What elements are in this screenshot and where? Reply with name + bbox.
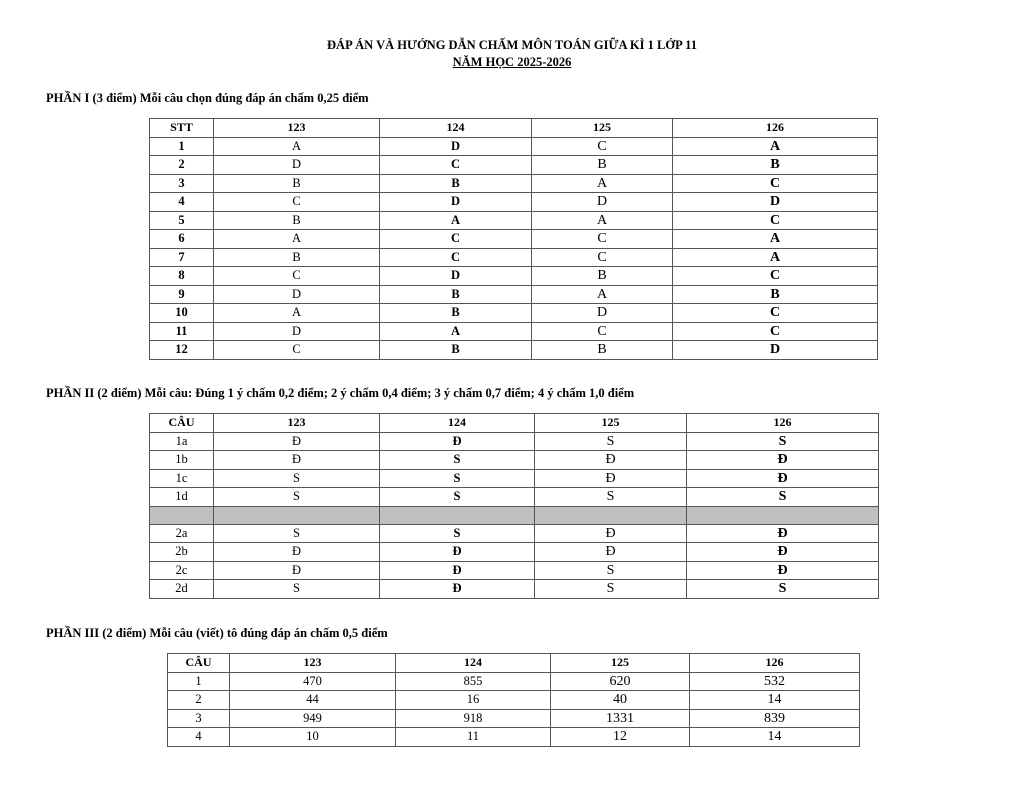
table-cell: 6: [150, 230, 214, 249]
table-cell: S: [214, 580, 380, 599]
table-cell: B: [532, 267, 673, 286]
table-row: [168, 709, 860, 728]
table-cell: B: [532, 156, 673, 175]
column-header: 123: [230, 654, 396, 673]
table-cell: B: [532, 341, 673, 360]
group-separator-row: [150, 506, 879, 524]
table-cell: 3: [150, 174, 214, 193]
document-title: ĐÁP ÁN VÀ HƯỚNG DẪN CHẤM MÔN TOÁN GIỮA KÌ 1 LỚP 11: [327, 38, 697, 52]
part1-heading: PHẦN I (3 điểm) Mỗi câu chọn đúng đáp án chấm 0,25 điểm: [46, 91, 369, 105]
column-header: 125: [532, 119, 673, 138]
table-cell: 14: [690, 728, 860, 747]
table-cell: 949: [230, 709, 396, 728]
table-cell: C: [532, 230, 673, 249]
column-header: 124: [380, 414, 535, 433]
separator-cell: [214, 506, 380, 524]
table-cell: D: [214, 322, 380, 341]
column-header: 124: [396, 654, 551, 673]
table-cell: C: [214, 193, 380, 212]
table-cell: A: [532, 211, 673, 230]
table-cell: 11: [396, 728, 551, 747]
table-row: [168, 691, 860, 710]
part1-answer-table: [149, 118, 878, 360]
table-cell: B: [380, 174, 532, 193]
table-cell: C: [673, 267, 878, 286]
table-cell: Đ: [380, 561, 535, 580]
table-row: [150, 451, 879, 470]
table-cell: 2a: [150, 524, 214, 543]
table-cell: 2d: [150, 580, 214, 599]
table-cell: Đ: [214, 451, 380, 470]
table-cell: 3: [168, 709, 230, 728]
table-cell: S: [214, 524, 380, 543]
table-cell: 40: [551, 691, 690, 710]
table-cell: Đ: [535, 451, 687, 470]
table-cell: S: [380, 451, 535, 470]
column-header: 123: [214, 119, 380, 138]
table-cell: D: [673, 341, 878, 360]
table-cell: Đ: [214, 543, 380, 562]
table-cell: 532: [690, 672, 860, 691]
table-cell: A: [532, 174, 673, 193]
table-row: [150, 524, 879, 543]
table-cell: A: [214, 137, 380, 156]
table-row: [168, 672, 860, 691]
table-cell: 12: [551, 728, 690, 747]
part2-heading: PHẦN II (2 điểm) Mỗi câu: Đúng 1 ý chấm 0,2 điểm; 2 ý chấm 0,4 điểm; 3 ý chấm 0,7 điểm; 4 ý chấm 1,0 điểm: [46, 386, 635, 400]
table-cell: 839: [690, 709, 860, 728]
table-row: [150, 248, 878, 267]
table-cell: 2c: [150, 561, 214, 580]
table-header-row: [150, 119, 878, 138]
table-cell: Đ: [687, 469, 879, 488]
table-cell: 4: [150, 193, 214, 212]
table-header-row: [168, 654, 860, 673]
table-cell: S: [380, 524, 535, 543]
table-cell: A: [673, 230, 878, 249]
table-cell: C: [673, 174, 878, 193]
table-cell: Đ: [687, 524, 879, 543]
table-cell: B: [214, 174, 380, 193]
table-cell: Đ: [687, 561, 879, 580]
table-cell: B: [673, 285, 878, 304]
table-cell: B: [214, 248, 380, 267]
table-row: [150, 561, 879, 580]
table-row: [150, 156, 878, 175]
table-cell: 2: [150, 156, 214, 175]
table-cell: C: [380, 230, 532, 249]
table-cell: D: [673, 193, 878, 212]
table-cell: C: [673, 304, 878, 323]
table-cell: C: [214, 267, 380, 286]
table-cell: D: [532, 304, 673, 323]
table-row: [150, 469, 879, 488]
table-cell: S: [535, 580, 687, 599]
column-header: CÂU: [150, 414, 214, 433]
part2-answer-table: [149, 413, 879, 599]
table-row: [150, 488, 879, 507]
table-cell: 10: [230, 728, 396, 747]
table-cell: A: [380, 322, 532, 341]
school-year-subtitle: NĂM HỌC 2025-2026: [452, 55, 572, 69]
table-cell: 11: [150, 322, 214, 341]
table-cell: S: [380, 469, 535, 488]
separator-cell: [687, 506, 879, 524]
table-cell: Đ: [535, 543, 687, 562]
table-cell: Đ: [687, 543, 879, 562]
table-cell: 1d: [150, 488, 214, 507]
table-cell: D: [380, 267, 532, 286]
table-cell: C: [532, 248, 673, 267]
table-cell: S: [535, 432, 687, 451]
table-cell: A: [532, 285, 673, 304]
table-row: [150, 230, 878, 249]
table-cell: 5: [150, 211, 214, 230]
table-row: [150, 580, 879, 599]
table-cell: C: [214, 341, 380, 360]
table-cell: A: [673, 137, 878, 156]
table-cell: 16: [396, 691, 551, 710]
column-header: STT: [150, 119, 214, 138]
table-cell: C: [380, 248, 532, 267]
table-cell: 1c: [150, 469, 214, 488]
table-row: [150, 267, 878, 286]
separator-cell: [150, 506, 214, 524]
column-header: 123: [214, 414, 380, 433]
table-cell: S: [214, 469, 380, 488]
table-cell: S: [687, 488, 879, 507]
table-cell: 620: [551, 672, 690, 691]
table-cell: 1: [150, 137, 214, 156]
table-row: [150, 193, 878, 212]
table-cell: C: [532, 322, 673, 341]
table-cell: A: [214, 304, 380, 323]
table-row: [150, 322, 878, 341]
table-cell: B: [380, 304, 532, 323]
table-row: [150, 174, 878, 193]
table-cell: S: [687, 432, 879, 451]
table-cell: Đ: [214, 561, 380, 580]
table-cell: 7: [150, 248, 214, 267]
table-cell: S: [214, 488, 380, 507]
table-cell: 2b: [150, 543, 214, 562]
table-cell: Đ: [380, 543, 535, 562]
table-header-row: [150, 414, 879, 433]
column-header: CÂU: [168, 654, 230, 673]
column-header: 125: [551, 654, 690, 673]
table-cell: C: [380, 156, 532, 175]
table-cell: Đ: [535, 524, 687, 543]
table-cell: S: [687, 580, 879, 599]
column-header: 124: [380, 119, 532, 138]
table-cell: B: [380, 341, 532, 360]
table-cell: 9: [150, 285, 214, 304]
table-row: [168, 728, 860, 747]
table-cell: C: [673, 211, 878, 230]
table-cell: 44: [230, 691, 396, 710]
table-cell: 1a: [150, 432, 214, 451]
table-cell: C: [673, 322, 878, 341]
table-cell: D: [380, 137, 532, 156]
column-header: 125: [535, 414, 687, 433]
table-cell: 4: [168, 728, 230, 747]
table-cell: Đ: [380, 432, 535, 451]
table-row: [150, 341, 878, 360]
column-header: 126: [690, 654, 860, 673]
table-cell: 470: [230, 672, 396, 691]
table-cell: S: [535, 561, 687, 580]
table-cell: 8: [150, 267, 214, 286]
column-header: 126: [687, 414, 879, 433]
table-cell: 855: [396, 672, 551, 691]
table-cell: 1b: [150, 451, 214, 470]
table-cell: Đ: [687, 451, 879, 470]
table-cell: Đ: [535, 469, 687, 488]
column-header: 126: [673, 119, 878, 138]
part3-heading: PHẦN III (2 điểm) Mỗi câu (viết) tô đúng đáp án chấm 0,5 điểm: [46, 626, 388, 640]
table-cell: Đ: [214, 432, 380, 451]
table-cell: 1331: [551, 709, 690, 728]
table-row: [150, 432, 879, 451]
table-cell: Đ: [380, 580, 535, 599]
table-cell: B: [673, 156, 878, 175]
table-cell: D: [214, 285, 380, 304]
table-cell: 14: [690, 691, 860, 710]
table-cell: 918: [396, 709, 551, 728]
table-cell: C: [532, 137, 673, 156]
table-cell: 2: [168, 691, 230, 710]
table-cell: 10: [150, 304, 214, 323]
part3-answer-table: [167, 653, 860, 747]
table-cell: S: [535, 488, 687, 507]
table-cell: S: [380, 488, 535, 507]
table-row: [150, 543, 879, 562]
table-cell: D: [214, 156, 380, 175]
table-cell: B: [380, 285, 532, 304]
table-cell: A: [380, 211, 532, 230]
table-cell: D: [380, 193, 532, 212]
table-cell: A: [214, 230, 380, 249]
table-row: [150, 285, 878, 304]
table-cell: 12: [150, 341, 214, 360]
table-row: [150, 211, 878, 230]
table-cell: D: [532, 193, 673, 212]
table-cell: A: [673, 248, 878, 267]
separator-cell: [380, 506, 535, 524]
table-cell: B: [214, 211, 380, 230]
table-row: [150, 304, 878, 323]
separator-cell: [535, 506, 687, 524]
table-cell: 1: [168, 672, 230, 691]
table-row: [150, 137, 878, 156]
